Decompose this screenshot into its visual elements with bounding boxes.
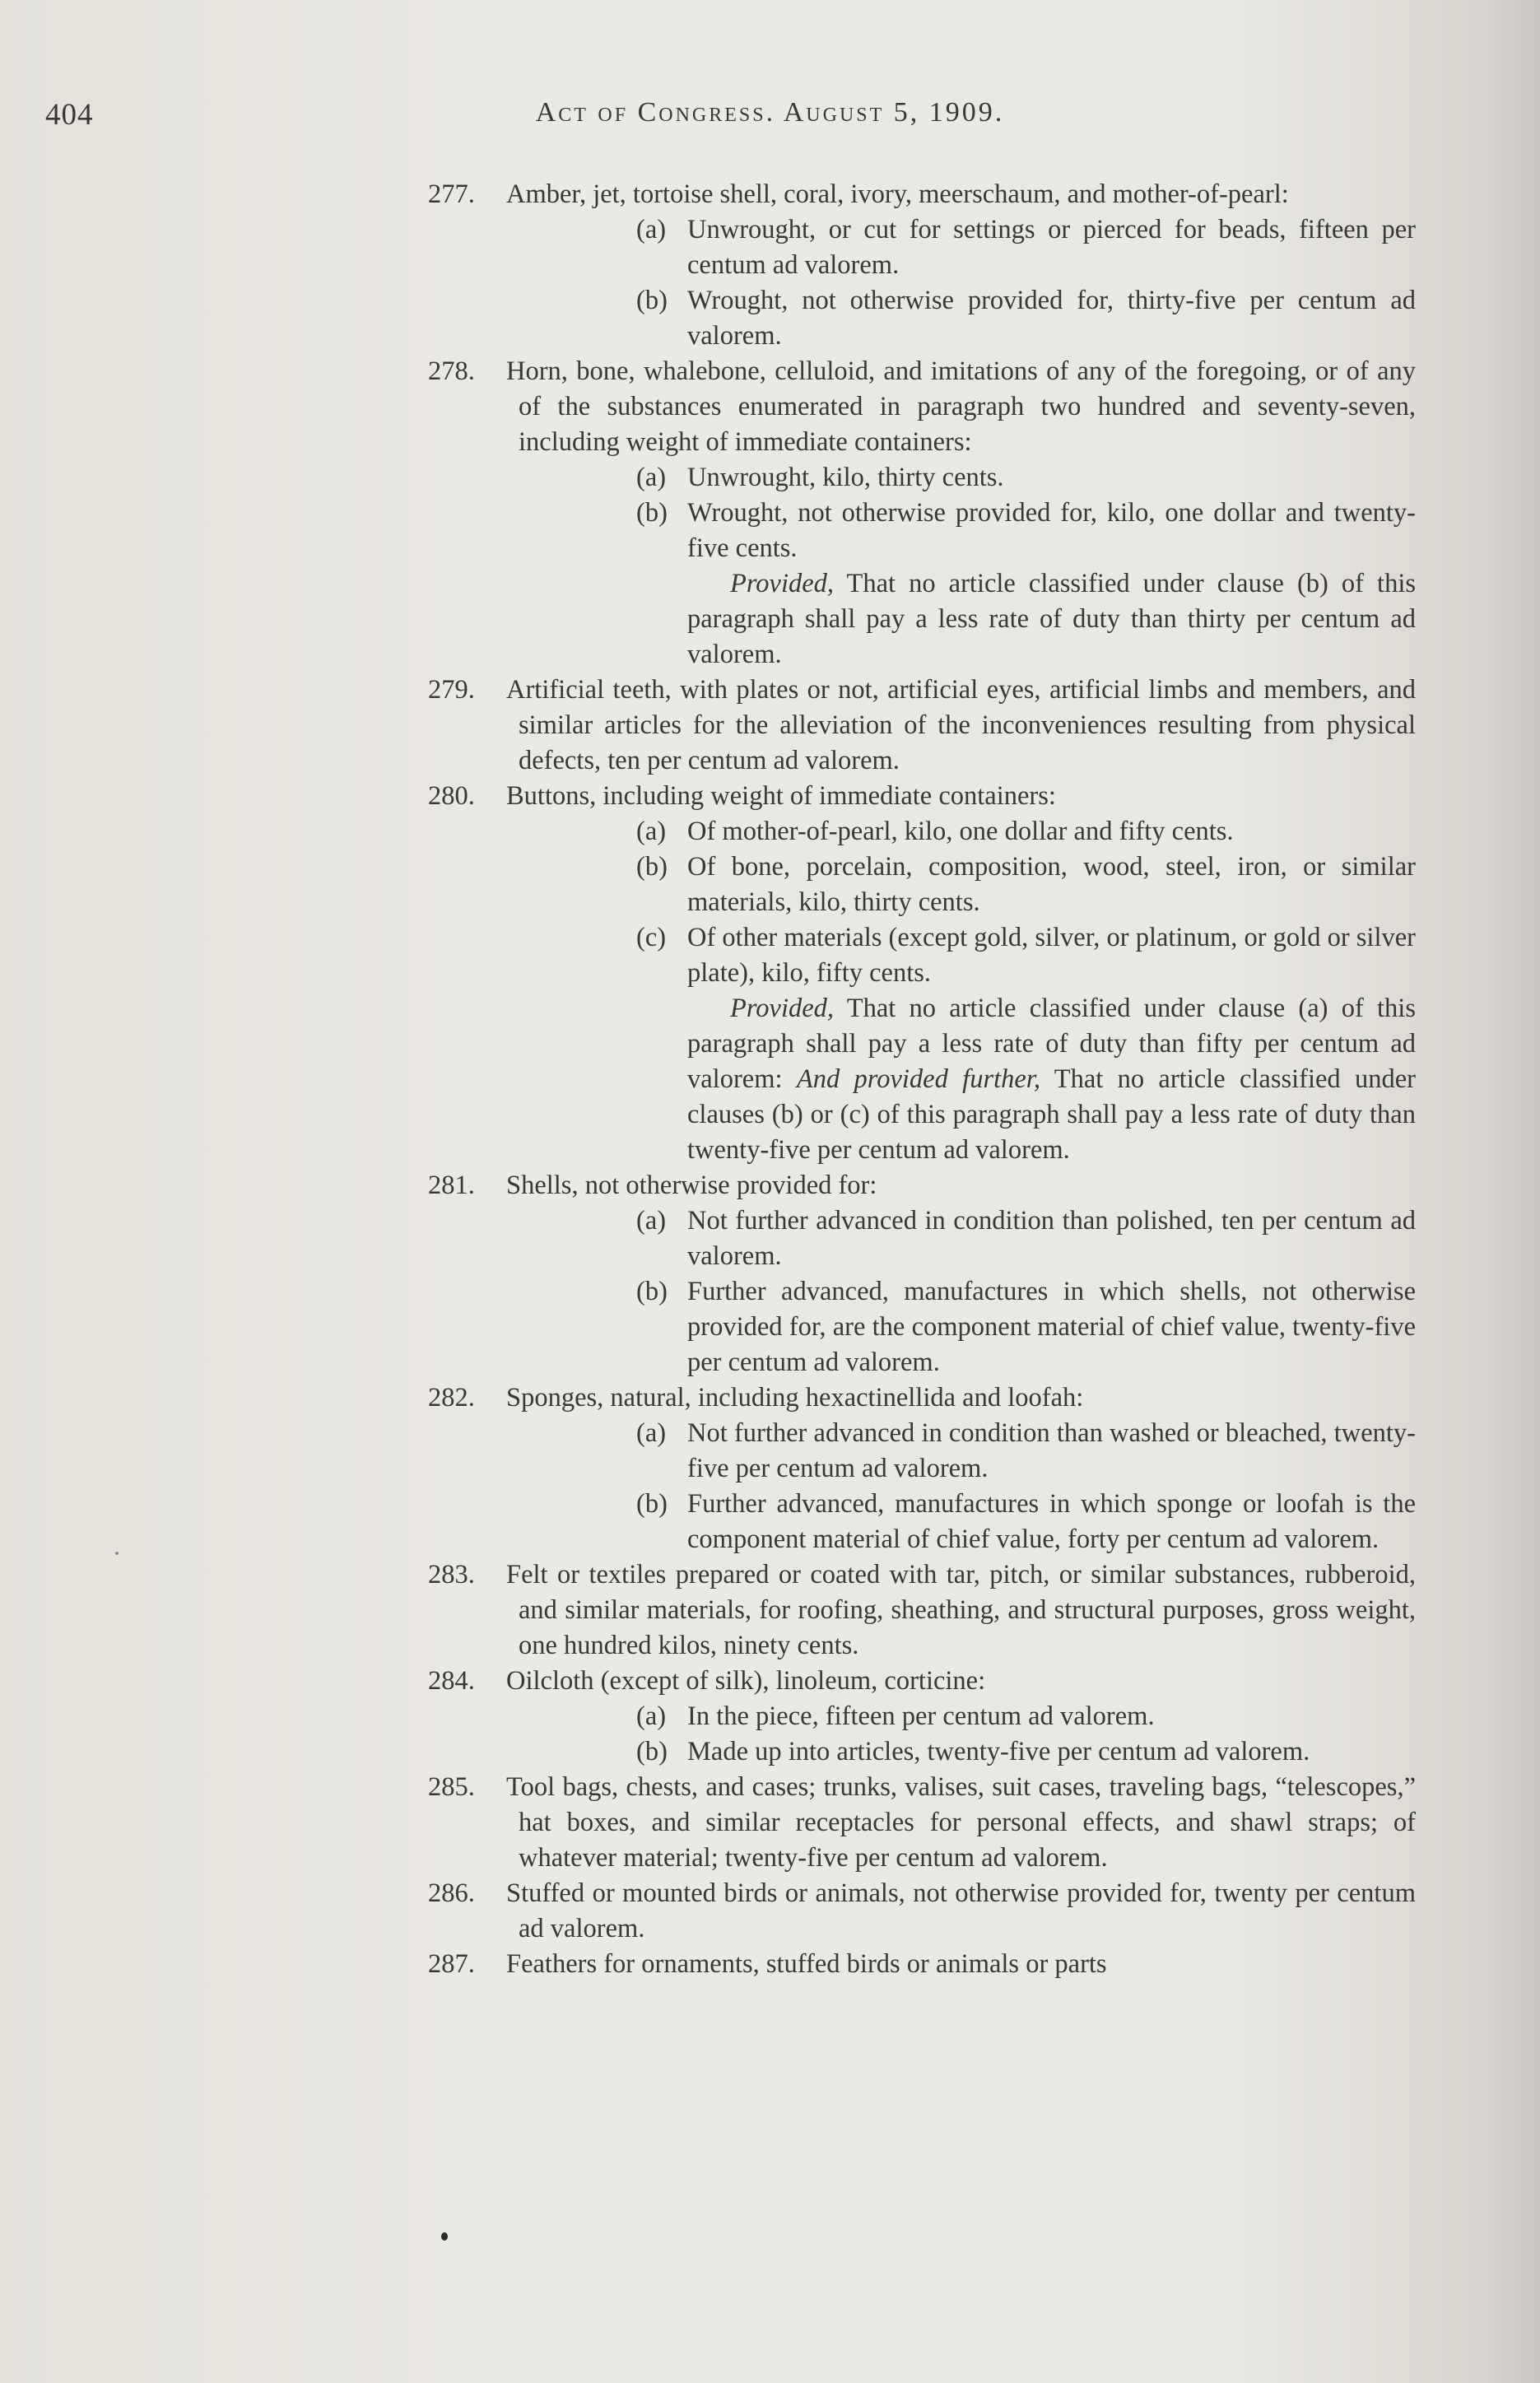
proviso-lead: Provided, bbox=[730, 569, 835, 598]
paragraph-279 bbox=[428, 673, 1416, 779]
proviso-text: That no article classified under clause (a) of this paragraph shall pay a less rate of duty than fifty per centum ad valorem: bbox=[687, 994, 1416, 1094]
paragraph-text: Buttons, including weight of immediate containers: bbox=[506, 781, 1056, 811]
paragraph-text: Stuffed or mounted birds or animals, not otherwise provided for, twenty per centum ad valorem. bbox=[506, 1878, 1416, 1943]
paragraph-280 bbox=[428, 779, 1416, 814]
clause-text: Of other materials (except gold, silver, or platinum, or gold or silver plate), kilo, fifty cents. bbox=[687, 923, 1416, 988]
running-head: Act of Congress. August 5, 1909. bbox=[535, 97, 1005, 128]
clause-text: Unwrought, or cut for settings or pierced for beads, fifteen per centum ad valorem. bbox=[687, 215, 1416, 280]
clause-letter: (b) bbox=[636, 1737, 668, 1766]
paragraph-number: 287. bbox=[428, 1949, 475, 1979]
clause-letter: (b) bbox=[636, 1489, 668, 1519]
paragraph-number: 277. bbox=[428, 179, 475, 209]
proviso-text: That no article classified under clause (b) of this paragraph shall pay a less rate of duty than thirty per centum ad valorem. bbox=[687, 569, 1416, 669]
paragraph-287 bbox=[428, 1947, 1416, 1982]
clause-letter: (a) bbox=[636, 1206, 667, 1236]
clause-text: Not further advanced in condition than washed or bleached, twenty-five per centum ad valorem. bbox=[687, 1418, 1416, 1483]
clause-text: Made up into articles, twenty-five per centum ad valorem. bbox=[687, 1737, 1310, 1766]
clause-280-a bbox=[428, 814, 1416, 849]
paragraph-number: 281. bbox=[428, 1171, 475, 1200]
proviso-lead-further: And provided further, bbox=[796, 1064, 1040, 1094]
clause-text: Not further advanced in condition than polished, ten per centum ad valorem. bbox=[687, 1206, 1416, 1271]
paragraph-283 bbox=[428, 1557, 1416, 1664]
clause-277-b bbox=[428, 283, 1416, 354]
paragraph-text: Feathers for ornaments, stuffed birds or animals or parts bbox=[506, 1949, 1107, 1979]
clause-280-c bbox=[428, 920, 1416, 991]
paragraph-text: Artificial teeth, with plates or not, artificial eyes, artificial limbs and members, and similar articles for the alleviation of the inconveniences resulting from physical defects, ten per centum ad valorem. bbox=[506, 675, 1416, 775]
paragraph-285 bbox=[428, 1770, 1416, 1876]
paragraph-number: 286. bbox=[428, 1878, 475, 1908]
paragraph-number: 282. bbox=[428, 1383, 475, 1413]
clause-text: Further advanced, manufactures in which sponge or loofah is the component material of chief value, forty per centum ad valorem. bbox=[687, 1489, 1416, 1554]
clause-281-a bbox=[428, 1203, 1416, 1274]
ink-speck bbox=[115, 1552, 119, 1555]
clause-280-b bbox=[428, 849, 1416, 920]
ink-speck bbox=[441, 2232, 448, 2241]
clause-278-a bbox=[428, 460, 1416, 496]
clause-284-a bbox=[428, 1699, 1416, 1734]
clause-letter: (b) bbox=[636, 852, 668, 882]
clause-284-b bbox=[428, 1734, 1416, 1770]
paragraph-text: Felt or textiles prepared or coated with tar, pitch, or similar substances, rubberoid, and similar materials, for roofing, sheathing, and structural purposes, gross weight, one hundred kilos, ninety cents. bbox=[506, 1560, 1416, 1660]
paragraph-number: 279. bbox=[428, 675, 475, 705]
tariff-paragraphs bbox=[428, 177, 1416, 1982]
paragraph-number: 280. bbox=[428, 781, 475, 811]
paragraph-286 bbox=[428, 1876, 1416, 1947]
paragraph-text: Sponges, natural, including hexactinellida and loofah: bbox=[506, 1383, 1084, 1413]
clause-letter: (b) bbox=[636, 1277, 668, 1306]
clause-text: Wrought, not otherwise provided for, thirty-five per centum ad valorem. bbox=[687, 286, 1416, 351]
clause-text: Unwrought, kilo, thirty cents. bbox=[687, 463, 1004, 492]
clause-282-a bbox=[428, 1416, 1416, 1487]
paragraph-number: 283. bbox=[428, 1560, 475, 1589]
paragraph-number: 285. bbox=[428, 1772, 475, 1802]
proviso-280 bbox=[428, 991, 1416, 1168]
clause-letter: (b) bbox=[636, 286, 668, 315]
clause-letter: (c) bbox=[636, 923, 667, 952]
clause-text: Of mother-of-pearl, kilo, one dollar and fifty cents. bbox=[687, 817, 1234, 846]
clause-text: In the piece, fifteen per centum ad valorem. bbox=[687, 1701, 1155, 1731]
clause-277-a bbox=[428, 212, 1416, 283]
clause-letter: (a) bbox=[636, 215, 667, 244]
paragraph-text: Shells, not otherwise provided for: bbox=[506, 1171, 877, 1200]
paragraph-text: Horn, bone, whalebone, celluloid, and imitations of any of the foregoing, or of any of the substances enumerated in paragraph two hundred and seventy-seven, including weight of immediate containers: bbox=[506, 356, 1416, 457]
clause-text: Further advanced, manufactures in which shells, not otherwise provided for, are the component material of chief value, twenty-five per centum ad valorem. bbox=[687, 1277, 1416, 1377]
clause-letter: (b) bbox=[636, 498, 668, 528]
paragraph-277 bbox=[428, 177, 1416, 212]
proviso-text-further: That no article classified under clauses (b) or (c) of this paragraph shall pay a less rate of duty than twenty-five per centum ad valorem. bbox=[687, 1064, 1417, 1165]
paragraph-284 bbox=[428, 1664, 1416, 1699]
paragraph-278 bbox=[428, 354, 1416, 460]
paragraph-text: Tool bags, chests, and cases; trunks, valises, suit cases, traveling bags, “telescopes,” hat boxes, and similar receptacles for personal effects, and shawl straps; of whatever material; twenty-five per centum ad valorem. bbox=[506, 1772, 1416, 1873]
paragraph-text: Oilcloth (except of silk), linoleum, corticine: bbox=[506, 1666, 986, 1696]
paragraph-number: 284. bbox=[428, 1666, 475, 1696]
clause-letter: (a) bbox=[636, 817, 667, 846]
paragraph-282 bbox=[428, 1380, 1416, 1416]
clause-278-b bbox=[428, 496, 1416, 566]
clause-281-b bbox=[428, 1274, 1416, 1380]
clause-letter: (a) bbox=[636, 463, 667, 492]
paragraph-text: Amber, jet, tortoise shell, coral, ivory, meerschaum, and mother-of-pearl: bbox=[506, 179, 1289, 209]
clause-letter: (a) bbox=[636, 1701, 667, 1731]
paragraph-number: 278. bbox=[428, 356, 475, 386]
clause-letter: (a) bbox=[636, 1418, 667, 1448]
proviso-278 bbox=[428, 566, 1416, 673]
paragraph-281 bbox=[428, 1168, 1416, 1203]
clause-text: Of bone, porcelain, composition, wood, steel, iron, or similar materials, kilo, thirty cents. bbox=[687, 852, 1416, 917]
page-number: 404 bbox=[45, 98, 94, 132]
proviso-lead: Provided, bbox=[730, 994, 835, 1023]
clause-282-b bbox=[428, 1487, 1416, 1557]
clause-text: Wrought, not otherwise provided for, kilo, one dollar and twenty-five cents. bbox=[687, 498, 1416, 563]
